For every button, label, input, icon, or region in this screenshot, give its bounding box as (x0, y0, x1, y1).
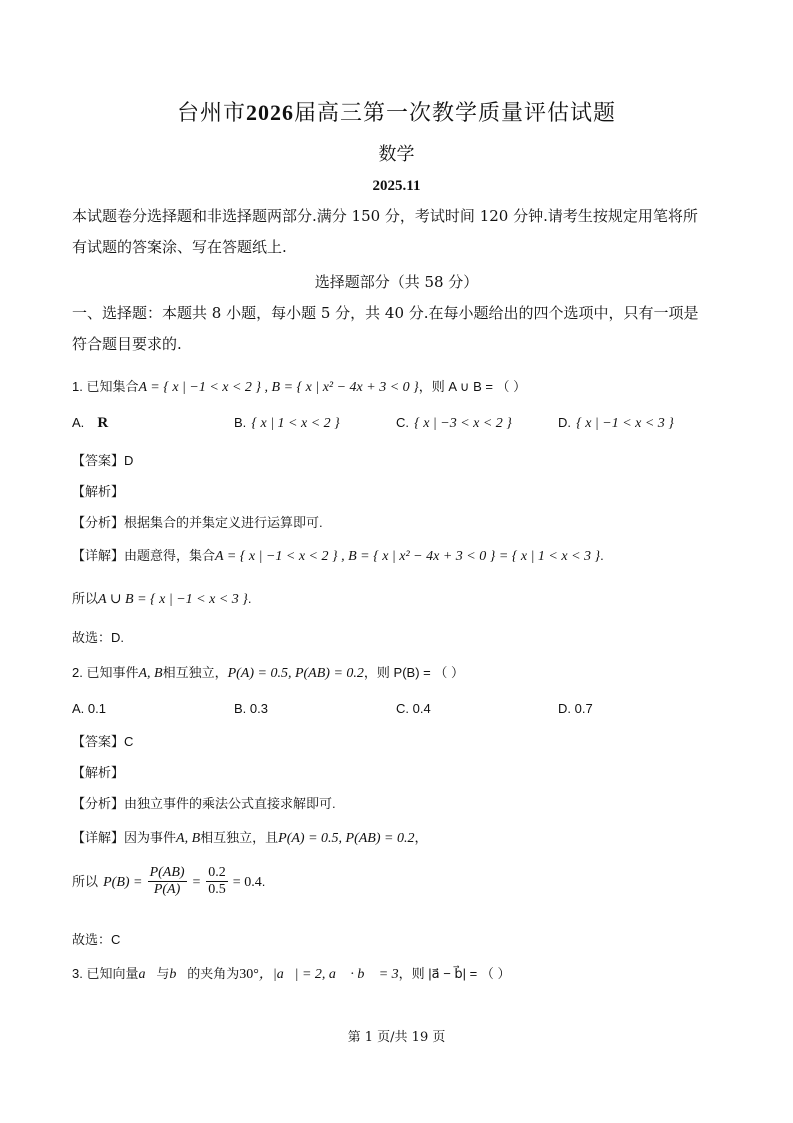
q2-option-c-text: 0.4 (412, 701, 431, 716)
intro-line-1: 本试题卷分选择题和非选择题两部分.满分 150 分，考试时间 120 分钟.请考生按规定用笔将所 (72, 207, 698, 225)
q1-conclusion: 所以A ∪ B = { x | −1 < x < 3 }. (72, 591, 252, 607)
q1-ask: ，则 A ∪ B = （ ） (418, 379, 527, 394)
exam-date: 2025.11 (372, 178, 421, 194)
subject-title: 数学 (378, 144, 415, 165)
q3-given: ，|a⃗| = 2, a⃗ · b⃗ = 3 (258, 967, 399, 982)
q1-option-c-text: { x | −3 < x < 2 } (414, 416, 512, 431)
q1-conclusion-math: A ∪ B = { x | −1 < x < 3 } (98, 592, 248, 607)
title-year: 2026 (246, 100, 294, 125)
page-title (0, 96, 793, 127)
q2-answer: 【答案】C (72, 734, 134, 749)
q2-xiangjie: 【详解】因为事件A, B相互独立，且P(A) = 0.5, P(AB) = 0.2， (72, 830, 428, 846)
q1-number: 1. 已知集合 (72, 379, 139, 394)
section-desc-line-2: 符合题目要求的. (72, 335, 182, 353)
section-title: 选择题部分（共 58 分） (314, 273, 479, 291)
q2-ask: ，则 P(B) = （ ） (363, 665, 464, 680)
q2-option-a: A. 0.1 (72, 701, 106, 716)
q2-choose: 故选：C (72, 932, 121, 947)
q1-option-a: A. R (72, 415, 109, 431)
question-1-stem (72, 376, 526, 396)
q1-option-a-text: R (97, 415, 109, 431)
q1-choose: 故选：D. (72, 630, 125, 645)
q1-option-b: B. { x | 1 < x < 2 } (234, 415, 340, 431)
q2-option-b-text: 0.3 (249, 701, 268, 716)
q2-number: 2. 已知事件 (72, 665, 139, 680)
q1-answer: 【答案】D (72, 453, 134, 468)
q1-analysis-tag: 【解析】 (72, 484, 125, 499)
q3-number: 3. 已知向量 (72, 966, 139, 981)
q1-xiangjie: 【详解】由题意得，集合A = { x | −1 < x < 2 } , B = { x | x² − 4x + 3 < 0 } = { x | 1 < x < 3 }. (72, 548, 604, 564)
q1-fenxi: 【分析】根据集合的并集定义进行运算即可. (72, 515, 323, 530)
q1-option-b-text: { x | 1 < x < 2 } (251, 416, 340, 431)
q2-fenxi: 【分析】由独立事件的乘法公式直接求解即可. (72, 796, 336, 811)
intro-line-2: 有试题的答案涂、写在答题纸上. (72, 238, 287, 256)
q2-fraction-2: $\frac{0.2}{0.5}$ (208, 865, 226, 897)
q2-option-a-text: 0.1 (87, 701, 106, 716)
title-prefix: 台州市 (176, 101, 246, 126)
section-desc-line-1: 一、选择题：本题共 8 小题，每小题 5 分，共 40 分.在每小题给出的四个选项中，只有一项是 (72, 304, 699, 322)
page-footer: 第 1 页/共 19 页 (347, 1030, 446, 1045)
q1-sets: A = { x | −1 < x < 2 } , B = { x | x² − 4x + 3 < 0 } (138, 380, 419, 395)
q1-xiangjie-math: A = { x | −1 < x < 2 } , B = { x | x² − 4x + 3 < 0 } = { x | 1 < x < 3 } (215, 549, 601, 564)
q1-answer-value: D (124, 453, 134, 468)
q2-answer-value: C (124, 734, 134, 749)
q2-option-b: B. 0.3 (234, 701, 268, 716)
q2-conclusion: 所以 P(B) = $\frac{P(AB)}{P(A)}$ = $\frac{0.2}{0.5}$ = 0.4. (72, 865, 266, 897)
q1-option-c: C. { x | −3 < x < 2 } (396, 415, 512, 431)
question-2-stem: 2. 已知事件A, B相互独立，P(A) = 0.5, P(AB) = 0.2，则 P(B) = （ ） (72, 665, 464, 681)
q1-option-d-text: { x | −1 < x < 3 } (576, 416, 674, 431)
q2-xiangjie-math: P(A) = 0.5, P(AB) = 0.2 (278, 831, 415, 846)
q3-ask: ，则 |a⃗ − b⃗| = （ ） (398, 966, 511, 981)
q1-option-d: D. { x | −1 < x < 3 } (558, 415, 674, 431)
title-suffix: 届高三第一次教学质量评估试题 (294, 101, 617, 126)
question-3-stem: 3. 已知向量a⃗与b⃗的夹角为30°，|a⃗| = 2, a⃗ · b⃗ = 3，则 |a⃗ − b⃗| = （ ） (72, 966, 511, 982)
q2-analysis-tag: 【解析】 (72, 765, 125, 780)
q2-option-d: D. 0.7 (558, 701, 593, 716)
q2-given: P(A) = 0.5, P(AB) = 0.2 (227, 666, 364, 681)
q2-option-d-text: 0.7 (574, 701, 593, 716)
q2-fraction-1: $\frac{P(AB)}{P(A)}$ (149, 865, 185, 897)
q2-option-c: C. 0.4 (396, 701, 431, 716)
